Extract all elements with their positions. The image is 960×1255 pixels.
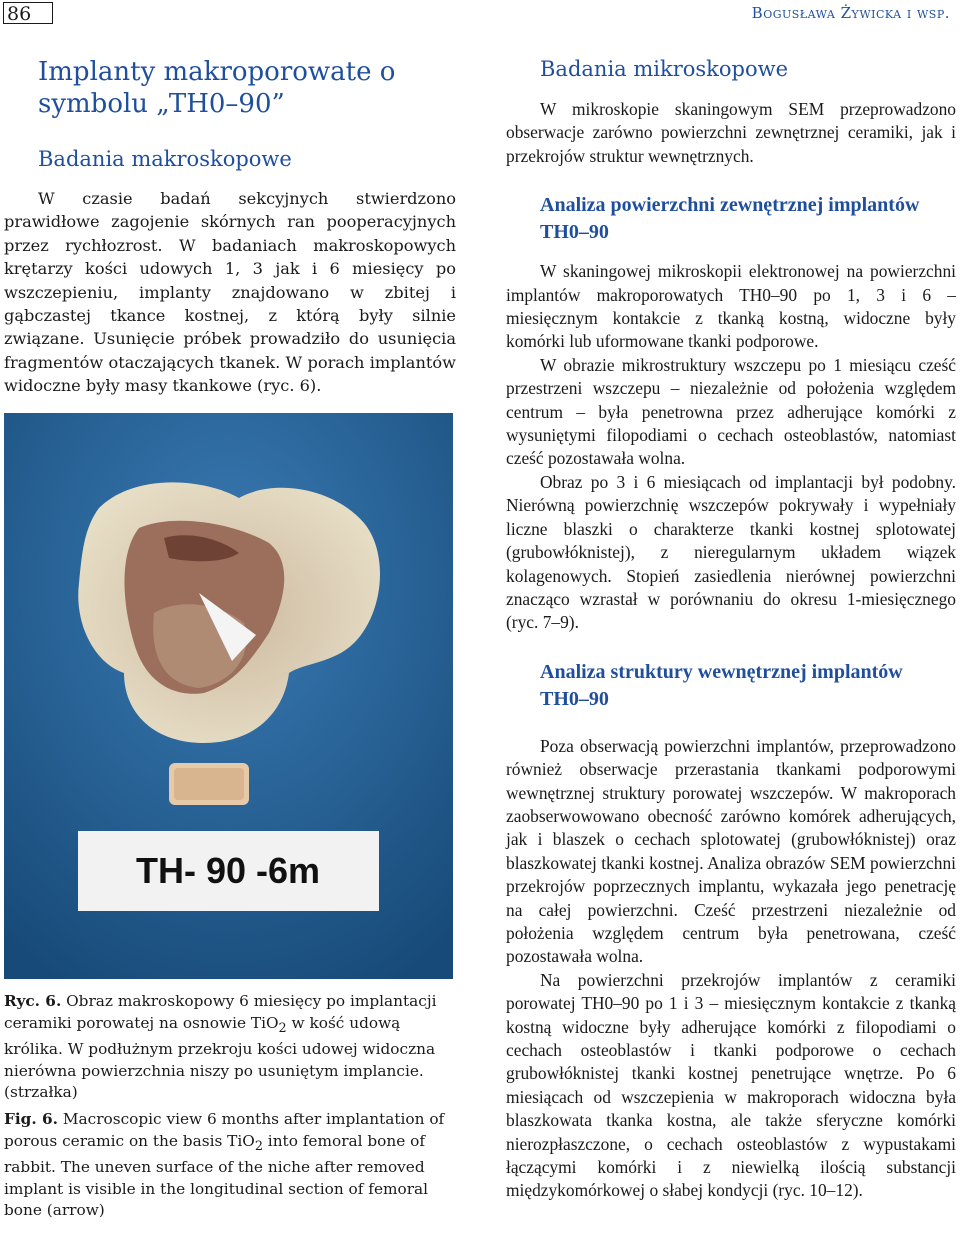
caption-pl-subscript: 2 xyxy=(278,1020,287,1036)
heading-internal-analysis: Analiza struktury wewnętrznej implantów TH0–90 xyxy=(540,660,903,710)
caption-pl-text-2: w kość udową królika. W podłużnym przekroju kości udowej widoczna nierówna powierzchnia niszy po usuniętym implancie. (strzałka) xyxy=(4,1013,436,1102)
figure-6-photo xyxy=(4,413,453,979)
paragraph-microscopic: W mikroskopie skaningowym SEM przeprowadzono obserwacje zarówno powierzchni zewnętrznej ceramiki, jak i przekrojów struktur wewnętrznych. xyxy=(506,99,956,166)
figure-caption xyxy=(4,991,456,1222)
caption-pl-label: Ryc. 6. xyxy=(4,992,62,1010)
left-column xyxy=(4,56,456,398)
heading-microscopic: Badania mikroskopowe xyxy=(540,57,789,81)
paragraph-surface-2: W obrazie mikrostruktury wszczepu po 1 miesiącu cześć przestrzeni wszczepu – niezależnie od położenia względem centrum – była penetrowna przez adherujące komórki z wysuniętymi filopodiami o cechach osteoblastów, natomiast cześć pozostawała wolna. xyxy=(506,354,956,469)
paragraph-macroscopic: W czasie badań sekcyjnych stwierdzono prawidłowe zagojenie skórnych ran pooperacyjnych przez rychłozrost. W badaniach makroskopowych krętarzy kości udowych 1, 3 jak i 6 miesięcy po wszczepieniu, implanty znajdowano w zbitej i gąbczastej tkance kostnej, z którą były silnie związane. Usunięcie próbek prowadziło do usunięcia fragmentów otaczających tkanek. W porach implantów widoczne były masy tkankowe (ryc. 6). xyxy=(4,189,456,396)
heading-surface-analysis: Analiza powierzchni zewnętrznej implantów TH0–90 xyxy=(540,194,920,244)
page-number: 86 xyxy=(3,2,53,24)
section-title: Implanty makroporowate o symbolu „TH0–90” xyxy=(38,57,396,119)
bone-specimen-image xyxy=(4,413,453,979)
specimen-label: TH- 90 -6m xyxy=(135,850,321,891)
caption-en-text: Macroscopic view 6 months after implantation of porous ceramic on the basis TiO xyxy=(4,1110,445,1150)
right-column xyxy=(506,56,956,1203)
paragraph-internal-1: Poza obserwacją powierzchni implantów, przeprowadzono również obserwacje przerastania tkankami podporowymi wewnętrznej struktury porowatej wszczepów. W makroporach zaobserwowowano obecność zarówno komórek adherujących, jak i blaszek o cechach splotowatej (grubowłóknistej) oraz blaszkowatej tkanki kostnej. Analiza obrazów SEM powierzchni przekrojów poprzecznych implantu, wykazała jego penetrację na całej powierzchni. Cześć przestrzeni niezależnie od położenia względem centrum była penetrowana, cześć pozostawała wolna. xyxy=(506,735,956,967)
subsection-title: Badania makroskopowe xyxy=(38,147,292,171)
caption-en-label: Fig. 6. xyxy=(4,1110,58,1129)
caption-en-subscript: 2 xyxy=(254,1138,263,1154)
caption-pl-text: Obraz makroskopowy 6 miesięcy po implantacji ceramiki porowatej na osnowie TiO xyxy=(4,992,437,1032)
caption-polish xyxy=(4,991,456,1104)
running-head: Bogusława Żywicka i wsp. xyxy=(751,4,950,22)
caption-english xyxy=(4,1109,456,1222)
paragraph-internal-2: Na powierzchni przekrojów implantów z ceramiki porowatej TH0–90 po 1 i 3 – miesięcznym kontakcie z tkanką kostną widoczne były adherujące komórki z filopodiami o cechach osteoblastów i tkanki podporowe o cechach grubowłóknistej tkanki kostnej penetrujące wnętrze. Po 6 miesiącach od wszczepienia w makroporach widoczna była blaszkowata tkanka kostna, ale także sferyczne komórki nierozpłaszczone, o cechach osteoblastów z wypustakami łączącymi komórki i z niewielką ilością substancji międzykomórkowej o słabej kondycji (ryc. 10–12). xyxy=(506,969,956,1201)
caption-en-text-2: into femoral bone of rabbit. The uneven surface of the niche after removed implant is visible in the longitudinal section of femoral bone (arrow) xyxy=(4,1131,429,1220)
paragraph-surface-1: W skaningowej mikroskopii elektronowej na powierzchni implantów makroporowatych TH0–90 po 1, 3 i 6 – miesięcznym kontakcie z tkanką kostną, widoczne były komórki lub uformowane tkanki podporowe. xyxy=(506,261,956,352)
paragraph-surface-3: Obraz po 3 i 6 miesiącach od implantacji był podobny. Nierówną powierzchnię wszczepów pokrywały i wypełniały liczne blaszki o charakterze tkanki kostnej splotowatej (grubowłóknistej), z nieregularnym układem wiązek kolagenowych. Stopień zasiedlenia nierównej powierzchni znacząco wzrastał w porównaniu do okresu 1-miesięcznego (ryc. 7–9). xyxy=(506,471,956,633)
